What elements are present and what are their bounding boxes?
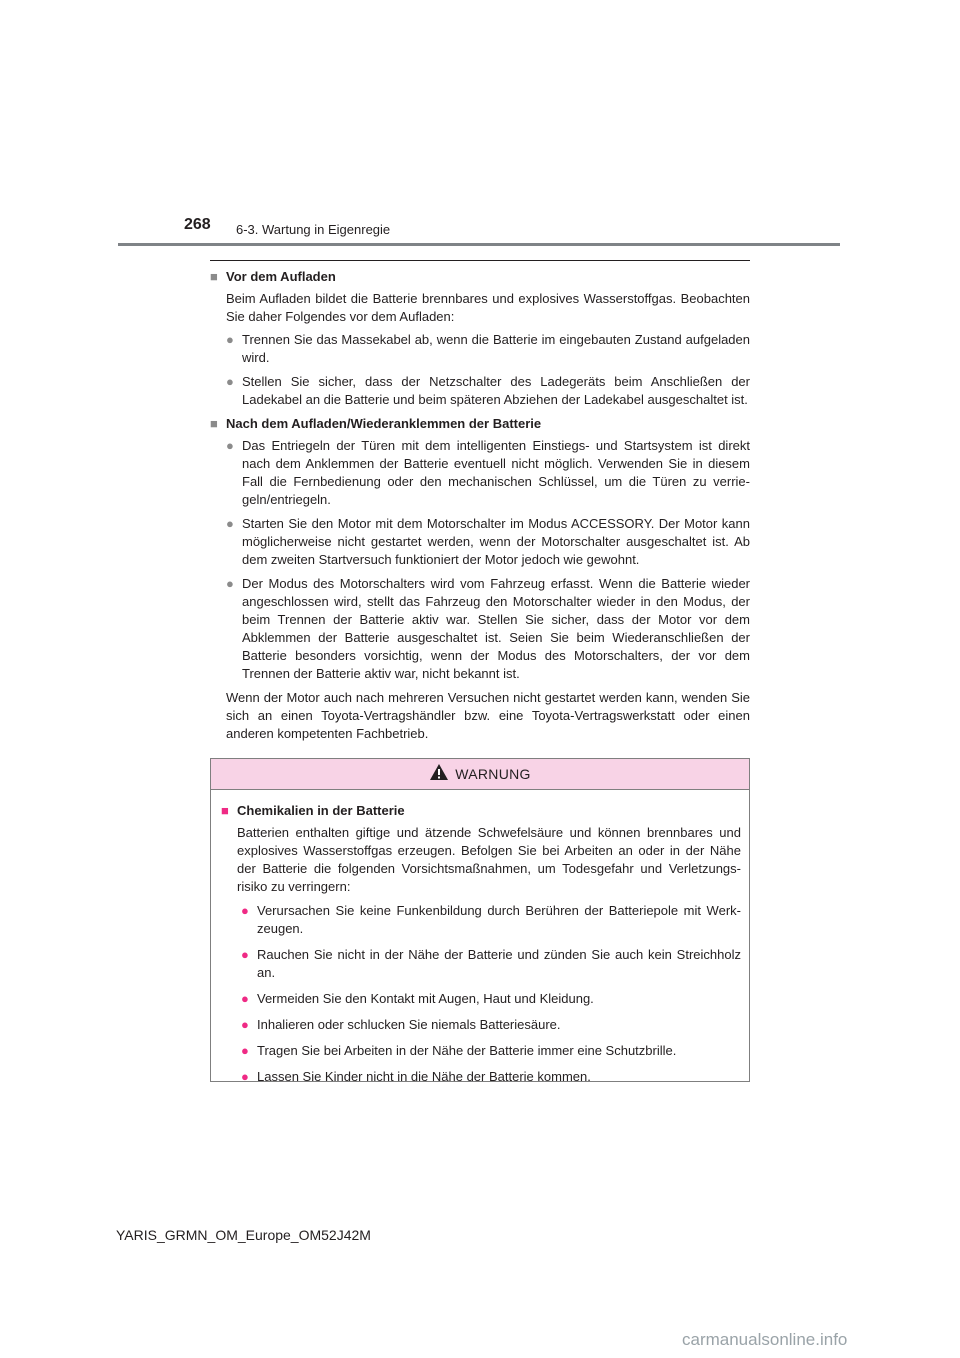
list-item-text: Das Entriegeln der Türen mit dem intelligenten Einstiegs- und Startsystem ist direkt nach dem Anklemmen der Batterie eventuell nicht möglich. Verwenden Sie in diesem Fall die Fernbedienung oder den mechanischen Schlüssel, um die Türen zu verriegeln/entriegeln.: [242, 438, 750, 507]
warning-header: [211, 759, 749, 790]
page-number: 268: [184, 216, 211, 233]
section-intro: Beim Aufladen bildet die Batterie brennbares und explosives Wasserstoffgas. Beobachten Sie daher Folgendes vor dem Aufladen:: [226, 291, 750, 324]
square-bullet-icon: ■: [210, 269, 218, 284]
list-item: [210, 575, 750, 683]
list-item: [210, 515, 750, 569]
list-item-text: Starten Sie den Motor mit dem Motorschalter im Modus ACCESSORY. Der Motor kann möglicherweise nicht gestartet werden, wenn der Motorschalter ausgeschaltet ist. Ab dem zweiten Startversuch funktioniert der Motor jedoch wie gewohnt.: [242, 516, 750, 567]
header-rule: [118, 243, 840, 246]
section-heading-vor-dem-aufladen: [210, 268, 750, 286]
circle-bullet-icon: ●: [241, 903, 249, 918]
list-item: [210, 331, 750, 367]
list-item-text: Lassen Sie Kinder nicht in die Nähe der Batterie kommen.: [257, 1069, 591, 1084]
circle-bullet-icon: ●: [226, 438, 234, 453]
warning-intro: Batterien enthalten giftige und ätzende Schwefelsäure und können brennbares und explosives Wasserstoffgas erzeugen. Befolgen Sie bei Arbeiten an oder in der Nähe der Batterie die folgenden Vorsichtsmaßnahmen, um Todesgefahr und Verletzungsrisiko zu verringern:: [237, 825, 741, 894]
warning-content: [211, 790, 749, 1086]
warning-title: WARNUNG: [455, 766, 531, 782]
list-item-text: Tragen Sie bei Arbeiten in der Nähe der Batterie immer eine Schutzbrille.: [257, 1043, 677, 1058]
content-top-rule: [210, 260, 750, 261]
list-item-text: Trennen Sie das Massekabel ab, wenn die Batterie im eingebauten Zustand aufgeladen wird.: [242, 332, 750, 365]
list-item-text: Vermeiden Sie den Kontakt mit Augen, Haut und Kleidung.: [257, 991, 594, 1006]
document-id: YARIS_GRMN_OM_Europe_OM52J42M: [116, 1227, 371, 1243]
circle-bullet-icon: ●: [241, 1017, 249, 1032]
section-outro: Wenn der Motor auch nach mehreren Versuchen nicht gestartet werden kann, wenden Sie sich an einen Toyota-Vertragshändler bzw. eine Toyota-Vertragswerkstatt oder einen anderen kompetenten Fachbetrieb.: [226, 690, 750, 741]
warning-list-item: [221, 1016, 741, 1034]
warning-triangle-icon: [429, 763, 449, 786]
warning-list-item: [221, 1068, 741, 1086]
warning-heading: [221, 802, 741, 820]
list-item-text: Der Modus des Motorschalters wird vom Fahrzeug erfasst. Wenn die Batterie wieder angeschlossen wird, stellt das Fahrzeug den Motorschalter wieder in den Modus, der beim Trennen der Batterie aktiv war. Stellen Sie sicher, dass der Motor vor dem Abklemmen der Batterie ausgeschaltet ist. Seien Sie beim Wiederanschließen der Batterie besonders vorsichtig, wenn der Modus des Motorschalters, der vor dem Trennen der Batterie aktiv war, nicht bekannt ist.: [242, 576, 750, 681]
warning-list-item: [221, 990, 741, 1008]
circle-bullet-icon: ●: [241, 947, 249, 962]
circle-bullet-icon: ●: [241, 1043, 249, 1058]
list-item-text: Rauchen Sie nicht in der Nähe der Batterie und zünden Sie auch kein Streichholz an.: [257, 947, 741, 980]
list-item-text: Verursachen Sie keine Funkenbildung durch Berühren der Batteriepole mit Werkzeugen.: [257, 903, 741, 936]
warning-box: [210, 758, 750, 1082]
circle-bullet-icon: ●: [226, 576, 234, 591]
section-title: 6-3. Wartung in Eigenregie: [236, 222, 391, 237]
list-item: [210, 437, 750, 509]
section-heading-nach-dem-aufladen: [210, 415, 750, 433]
section-heading-text: Nach dem Aufladen/Wiederanklemmen der Batterie: [226, 416, 542, 431]
circle-bullet-icon: ●: [226, 374, 234, 389]
circle-bullet-icon: ●: [241, 1069, 249, 1084]
list-item-text: Inhalieren oder schlucken Sie niemals Batteriesäure.: [257, 1017, 561, 1032]
square-bullet-icon: ■: [221, 803, 229, 818]
warning-heading-text: Chemikalien in der Batterie: [237, 803, 405, 818]
main-content: [210, 268, 750, 743]
warning-list-item: [221, 946, 741, 982]
warning-list-item: [221, 1042, 741, 1060]
square-bullet-icon: ■: [210, 416, 218, 431]
list-item-text: Stellen Sie sicher, dass der Netzschalter des Ladegeräts beim Anschließen der Ladekabel an die Batterie und beim späteren Abziehen der Ladekabel ausgeschaltet ist.: [242, 374, 750, 407]
list-item: [210, 373, 750, 409]
circle-bullet-icon: ●: [226, 332, 234, 347]
section-heading-text: Vor dem Aufladen: [226, 269, 336, 284]
circle-bullet-icon: ●: [226, 516, 234, 531]
circle-bullet-icon: ●: [241, 991, 249, 1006]
watermark: carmanualsonline.info: [682, 1330, 848, 1349]
warning-list-item: [221, 902, 741, 938]
